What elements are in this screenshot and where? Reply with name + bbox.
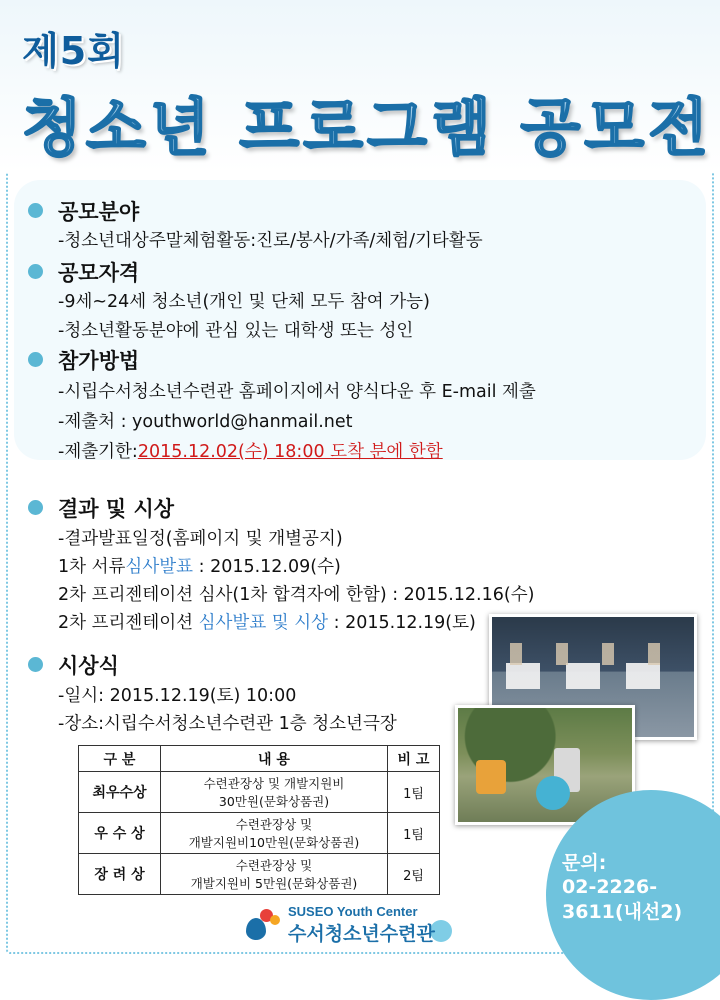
section-1-line-1: -청소년대상주말체험활동:진로/봉사/가족/체험/기타활동: [58, 231, 483, 251]
result-1-post: : 2015.12.09(수): [193, 557, 341, 577]
section-3-line-1: -시립수서청소년수련관 홈페이지에서 양식다운 후 E-mail 제출: [58, 382, 536, 402]
row-category: 장 려 상: [79, 854, 161, 895]
awards-table: [78, 745, 440, 895]
section-3-line-3: [58, 438, 443, 463]
bullet-icon: [28, 264, 43, 279]
footer-logo: [246, 904, 435, 946]
result-1-blue: 심사발표: [125, 557, 194, 577]
section-5-line-2: -장소:시립수서청소년수련관 1층 청소년극장: [58, 714, 397, 734]
result-2-blue: 심사발표 및 시상: [198, 613, 329, 633]
deadline-label: -제출기한:: [58, 442, 138, 462]
row-category: 최우수상: [79, 772, 161, 813]
edition-title: 제5회: [22, 29, 125, 73]
result-2-post: : 2015.12.19(토): [328, 613, 476, 633]
row-category: 우 수 상: [79, 813, 161, 854]
table-row: [79, 813, 440, 854]
section-3-line-2: -제출처 : youthworld@hanmail.net: [58, 412, 353, 432]
section-heading-4: 결과 및 시상: [58, 497, 175, 521]
bullet-icon: [28, 352, 43, 367]
bullet-icon: [28, 657, 43, 672]
contact-block: [562, 851, 702, 924]
section-5-line-1: -일시: 2015.12.19(토) 10:00: [58, 686, 297, 706]
deadline-value: 2015.12.02(수) 18:00 도착 분에 한함: [137, 442, 443, 462]
table-header-category: 구 분: [79, 746, 161, 772]
section-2-line-2: -청소년활동분야에 관심 있는 대학생 또는 성인: [58, 321, 414, 341]
row-qty: 1팀: [388, 813, 440, 854]
row-qty: 2팀: [388, 854, 440, 895]
page-title: 청소년 프로그램 공모전: [22, 91, 713, 164]
section-heading-2: 공모자격: [58, 261, 140, 285]
row-content: 수련관장상 및 개발지원비 5만원(문화상품권): [161, 854, 388, 895]
poster-header: [0, 0, 720, 175]
result-1-pre: 1차 서류: [58, 557, 126, 577]
table-header-content: 내 용: [161, 746, 388, 772]
bullet-icon: [28, 500, 43, 515]
section-heading-1: 공모분야: [58, 200, 140, 224]
contact-label: 문의:: [562, 852, 607, 875]
logo-text-block: [288, 904, 435, 946]
row-content: 수련관장상 및 개발지원비10만원(문화상품권): [161, 813, 388, 854]
suseo-logo-icon: [246, 909, 280, 941]
section-2-line-1: -9세~24세 청소년(개인 및 단체 모두 참여 가능): [58, 292, 430, 312]
result-2-pre: 2차 프리젠테이션: [58, 613, 199, 633]
section-heading-3: 참가방법: [58, 349, 140, 373]
table-row: [79, 772, 440, 813]
bullet-icon: [28, 203, 43, 218]
section-heading-5: 시상식: [58, 654, 119, 678]
contact-phone-line1: 02-2226-: [562, 876, 658, 899]
section-4-line-2: [58, 553, 341, 578]
logo-text-kr: 수서청소년수련관: [288, 923, 435, 945]
section-4-line-3: 2차 프리젠테이션 심사(1차 합격자에 한함) : 2015.12.16(수): [58, 585, 535, 605]
section-4-line-4: [58, 609, 476, 634]
section-4-line-1: -결과발표일정(홈페이지 및 개별공지): [58, 529, 343, 549]
contact-phone-line2: 3611(내선2): [562, 900, 683, 923]
logo-text-en: SUSEO Youth Center: [288, 904, 418, 919]
decorative-circle-medium: [536, 776, 570, 810]
row-content: 수련관장상 및 개발지원비 30만원(문화상품권): [161, 772, 388, 813]
table-header-row: [79, 746, 440, 772]
table-header-qty: 비 고: [388, 746, 440, 772]
row-qty: 1팀: [388, 772, 440, 813]
table-row: [79, 854, 440, 895]
